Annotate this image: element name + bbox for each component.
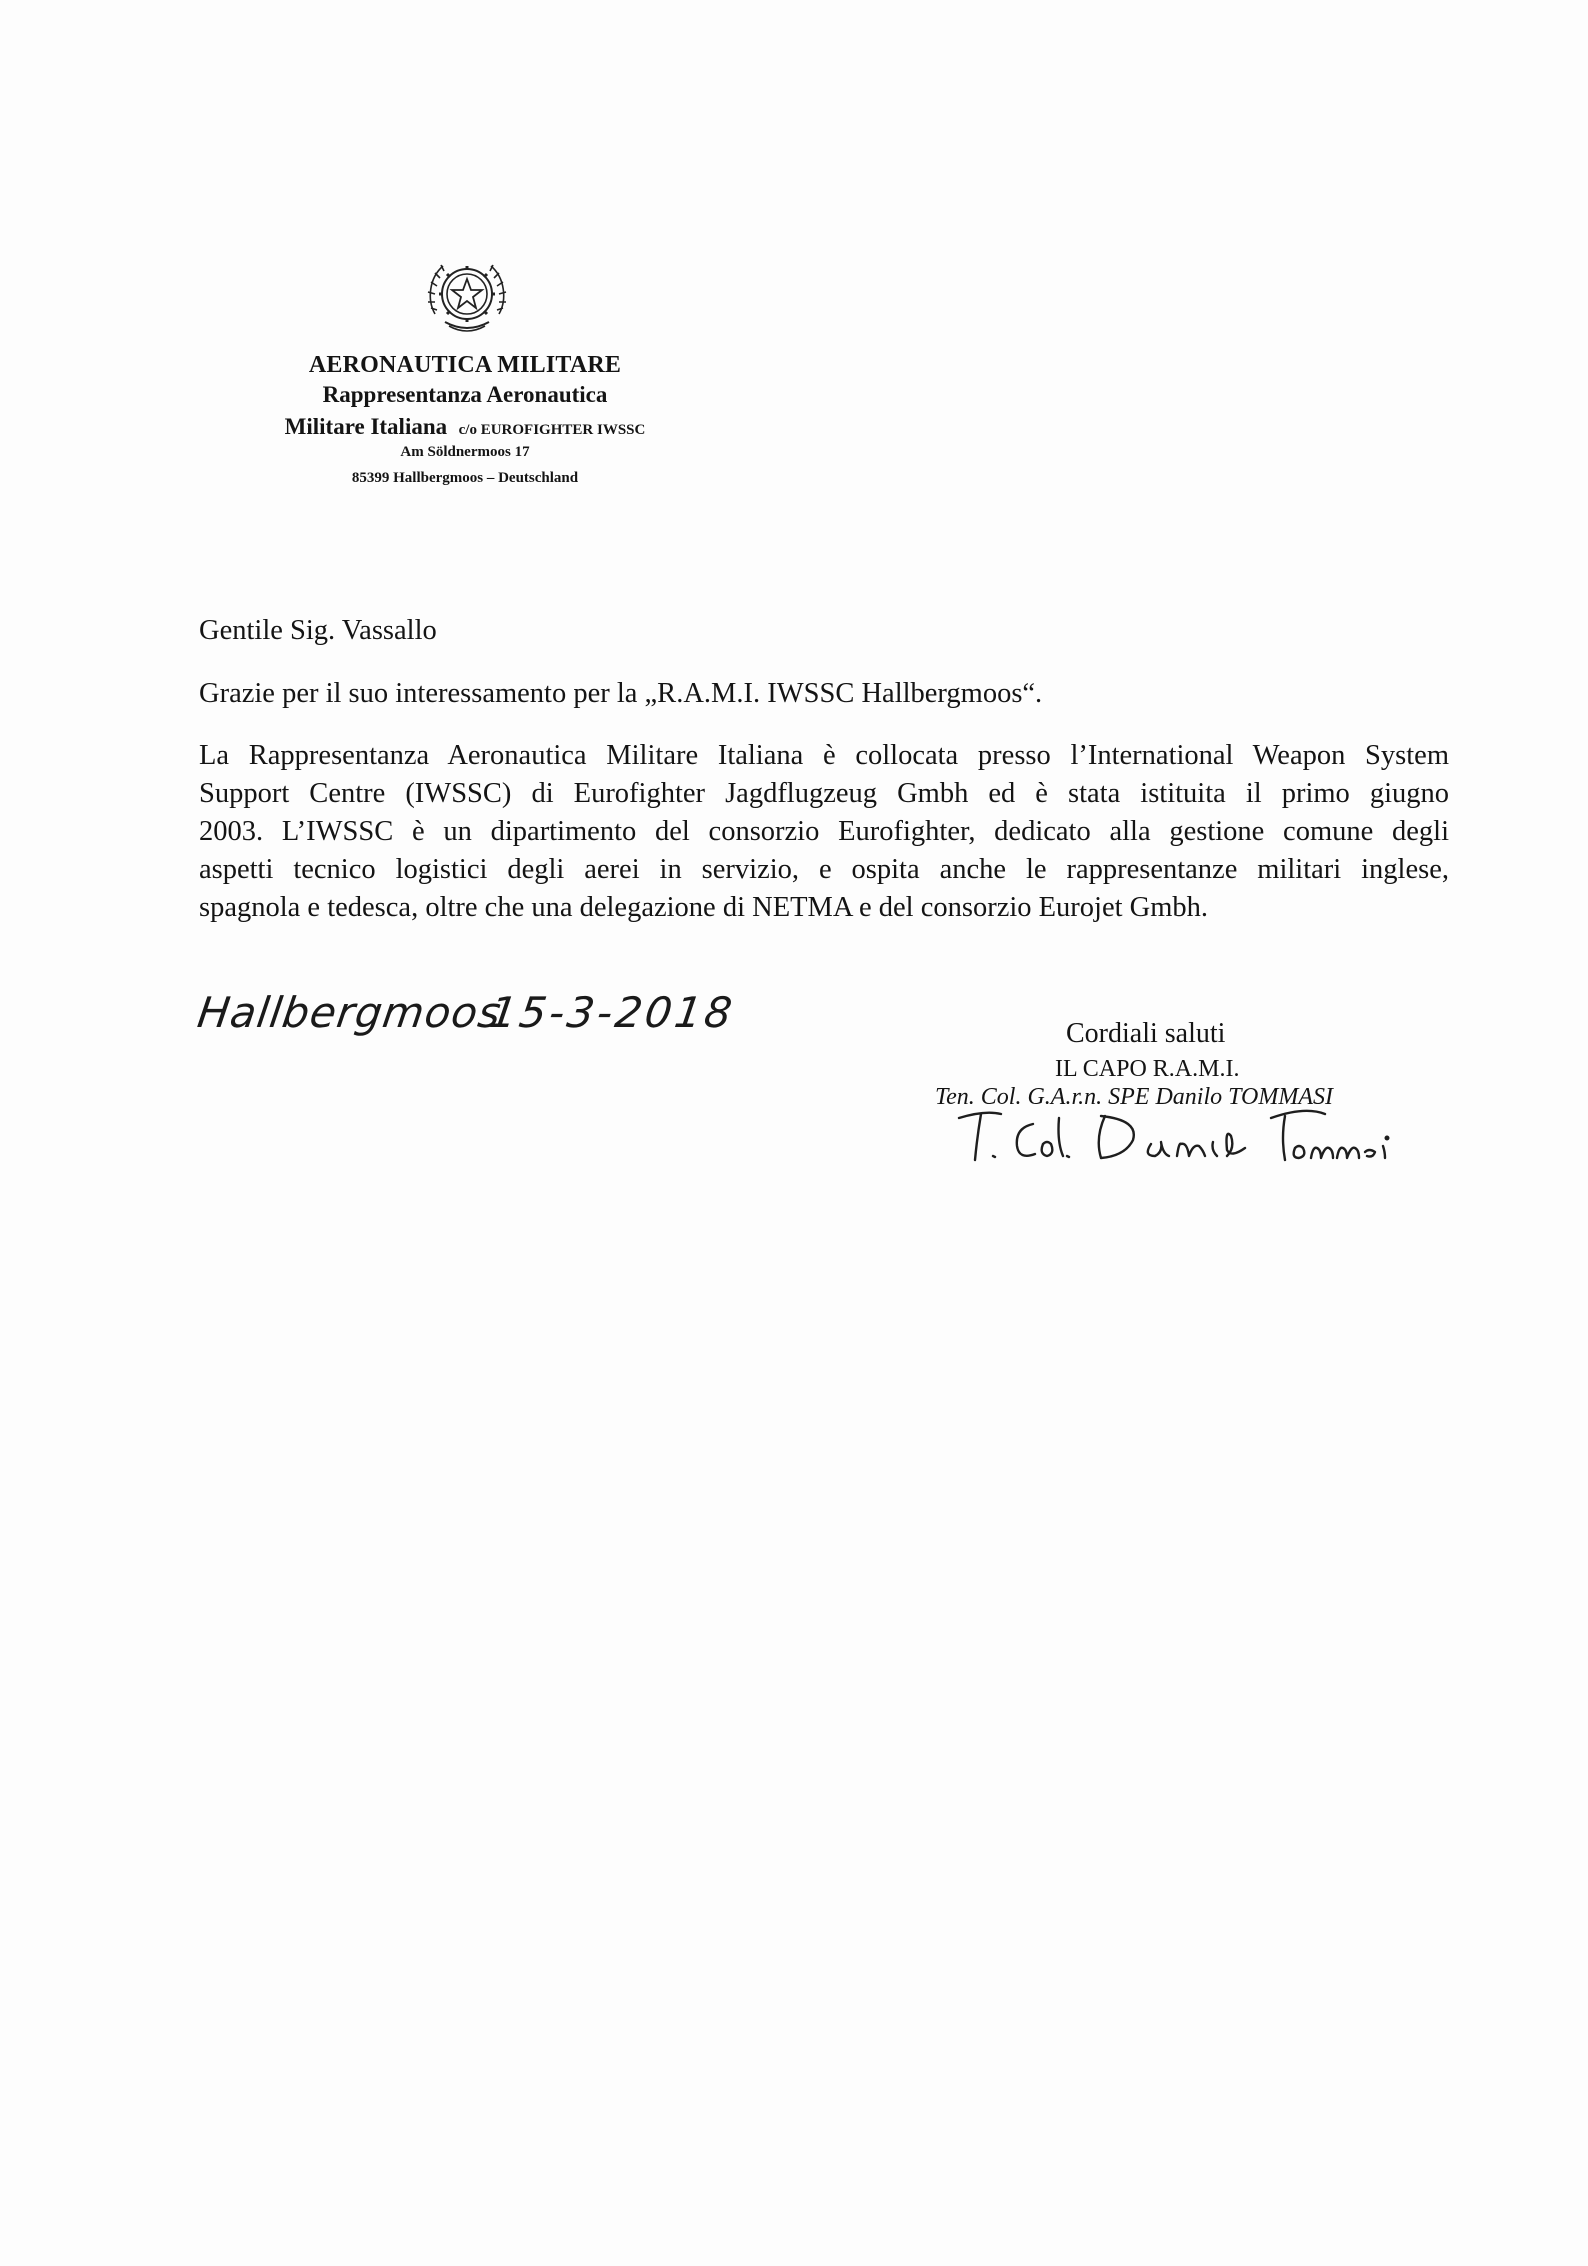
handwritten-signature-icon xyxy=(955,1098,1395,1178)
thanks-line: Grazie per il suo interessamento per la „R.A.M.I. IWSSC Hallbergmoos“. xyxy=(199,678,1043,709)
letterhead-street: Am Söldnermoos 17 xyxy=(400,444,530,460)
handwritten-date: 15-3-2018 xyxy=(486,988,738,1037)
paragraph-line: Support Centre (IWSSC) di Eurofighter Jagdflugzeug Gmbh ed è stata istituita il primo giugno xyxy=(199,778,1449,809)
paragraph-line: La Rappresentanza Aeronautica Militare Italiana è collocata presso l’International Weapon System xyxy=(199,740,1449,771)
paragraph-line: 2003. L’IWSSC è un dipartimento del consorzio Eurofighter, dedicato alla gestione comune degli xyxy=(199,816,1449,847)
letterhead-city: 85399 Hallbergmoos – Deutschland xyxy=(351,470,579,486)
letterhead-subtitle: Rappresentanza Aeronautica xyxy=(322,382,608,407)
italian-republic-emblem-icon xyxy=(425,252,509,338)
letterhead-care-of: c/o EUROFIGHTER IWSSC xyxy=(458,422,646,438)
signer-title: IL CAPO R.A.M.I. xyxy=(1055,1056,1240,1082)
handwritten-place: Hallbergmoos xyxy=(194,988,505,1037)
paragraph-line: aspetti tecnico logistici degli aerei in servizio, e ospita anche le rappresentanze militari inglese, xyxy=(199,854,1449,885)
salutation: Gentile Sig. Vassallo xyxy=(199,615,437,646)
signer-name: Ten. Col. G.A.r.n. SPE Danilo TOMMASI xyxy=(935,1084,1334,1110)
letterhead-line3-main: Militare Italiana xyxy=(284,414,448,439)
letterhead-line3 xyxy=(225,414,705,440)
body-paragraph xyxy=(199,737,1449,927)
letterhead-title: AERONAUTICA MILITARE xyxy=(308,352,622,378)
paragraph-line: spagnola e tedesca, oltre che una delegazione di NETMA e del consorzio Eurojet Gmbh. xyxy=(199,892,1209,923)
closing-greeting: Cordiali saluti xyxy=(1066,1018,1226,1049)
